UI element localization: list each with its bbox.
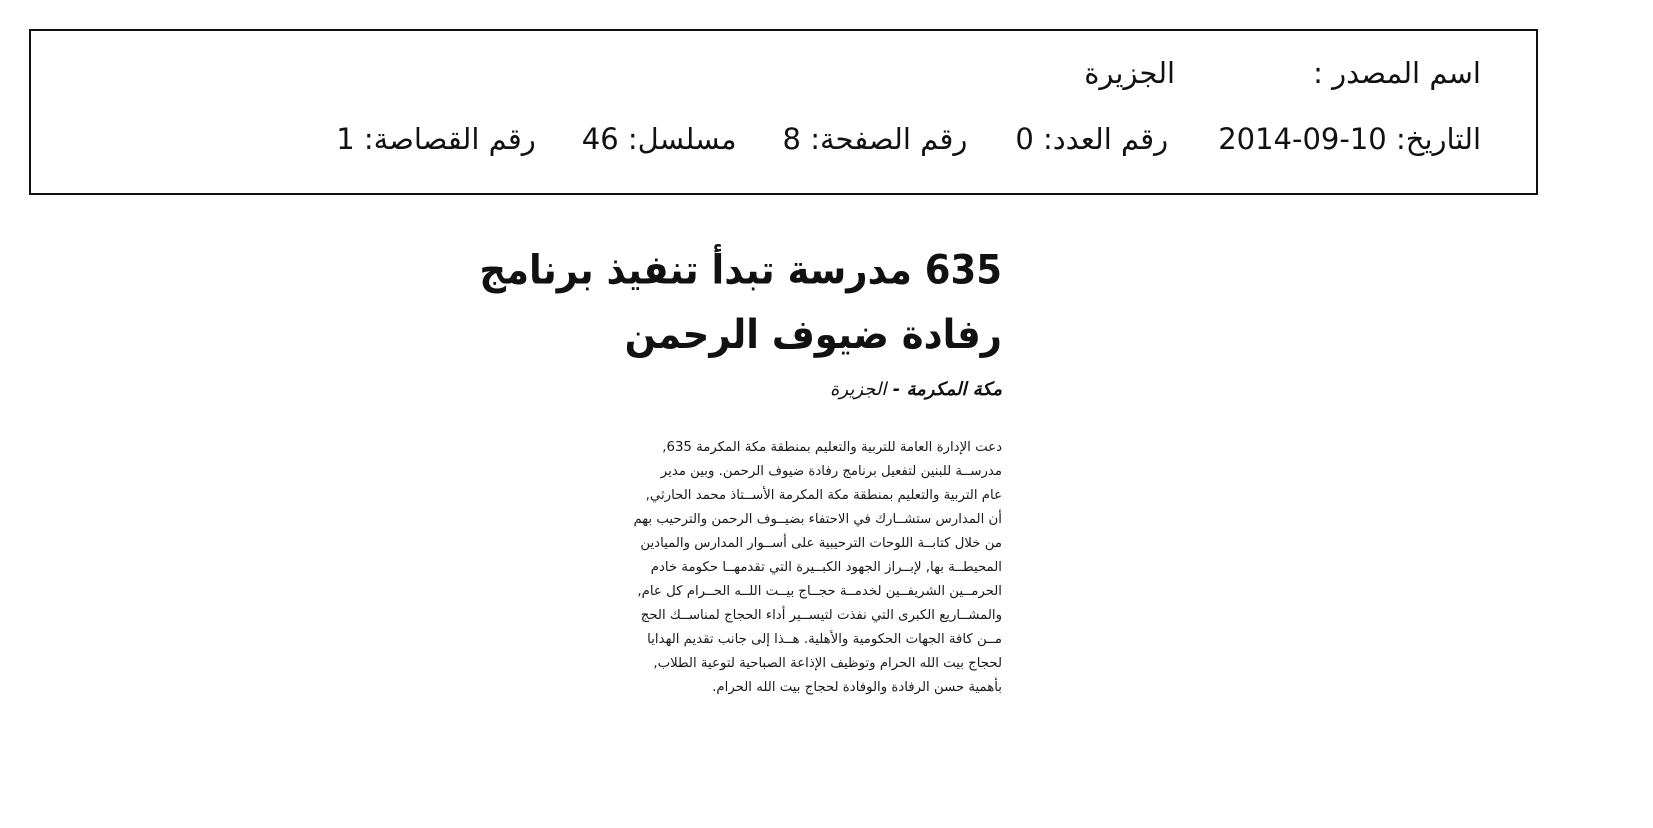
article-line: المحيطــة بها, لإبــراز الجهود الكبــيرة التي تقدمهــا حكومة خادم [650,560,1002,575]
serial-value: 46 [581,122,619,156]
source-value: الجزيرة [1084,56,1176,90]
page-label: رقم الصفحة: [810,122,968,156]
source-label: اسم المصدر : [1313,56,1481,90]
headline-line-1: 635 مدرسة تبدأ تنفيذ برنامج [479,246,1002,294]
article-line: دعت الإدارة العامة للتربية والتعليم بمنطقة مكة المكرمة 635, [662,440,1002,455]
issue-value: 0 [1015,122,1034,156]
clip-label: رقم القصاصة: [363,122,536,156]
article-line: من خلال كتابــة اللوحات الترحيبية على أســوار المدارس والميادين [640,536,1002,551]
article-byline [830,375,1002,405]
clip-value: 1 [336,122,355,156]
article-line: لحجاج بيت الله الحرام وتوظيف الإذاعة الصباحية لتوعية الطلاب, [653,656,1002,671]
article-headline [479,238,1002,368]
article-line: والمشــاريع الكبرى التي نفذت لتيســير أداء الحجاج لمناســك الحج [640,608,1002,623]
page-value: 8 [782,122,801,156]
date-value: 2014-09-10 [1218,122,1387,156]
serial-label: مسلسل: [627,122,737,156]
article-body [532,436,1002,700]
article-line: بأهمية حسن الرفادة والوفادة لحجاج بيت الله الحرام. [712,680,1002,695]
byline-place: مكة المكرمة - [892,379,1002,400]
issue-label: رقم العدد: [1043,122,1169,156]
newspaper-logo-text: الجزيرة [830,379,887,400]
details-row [336,119,1481,159]
article-line: عام التربية والتعليم بمنطقة مكة المكرمة الأســتاذ محمد الحارثي, [645,488,1002,503]
article-line: مــن كافة الجهات الحكومية والأهلية. هــذا إلى جانب تقديم الهدايا [647,632,1002,647]
source-row [1084,53,1481,93]
article-line: الحرمــين الشريفــين لخدمــة حجــاج بيــت اللــه الحــرام كل عام, [637,584,1002,599]
article-line: أن المدارس ستشــارك في الاحتفاء بضيــوف الرحمن والترحيب بهم [633,512,1002,527]
date-label: التاريخ: [1395,122,1481,156]
article-line: مدرســة للبنين لتفعيل برنامج رفادة ضيوف الرحمن. وبين مدير [660,464,1002,479]
metadata-header-box [29,29,1538,195]
headline-line-2: رفادة ضيوف الرحمن [624,311,1002,358]
